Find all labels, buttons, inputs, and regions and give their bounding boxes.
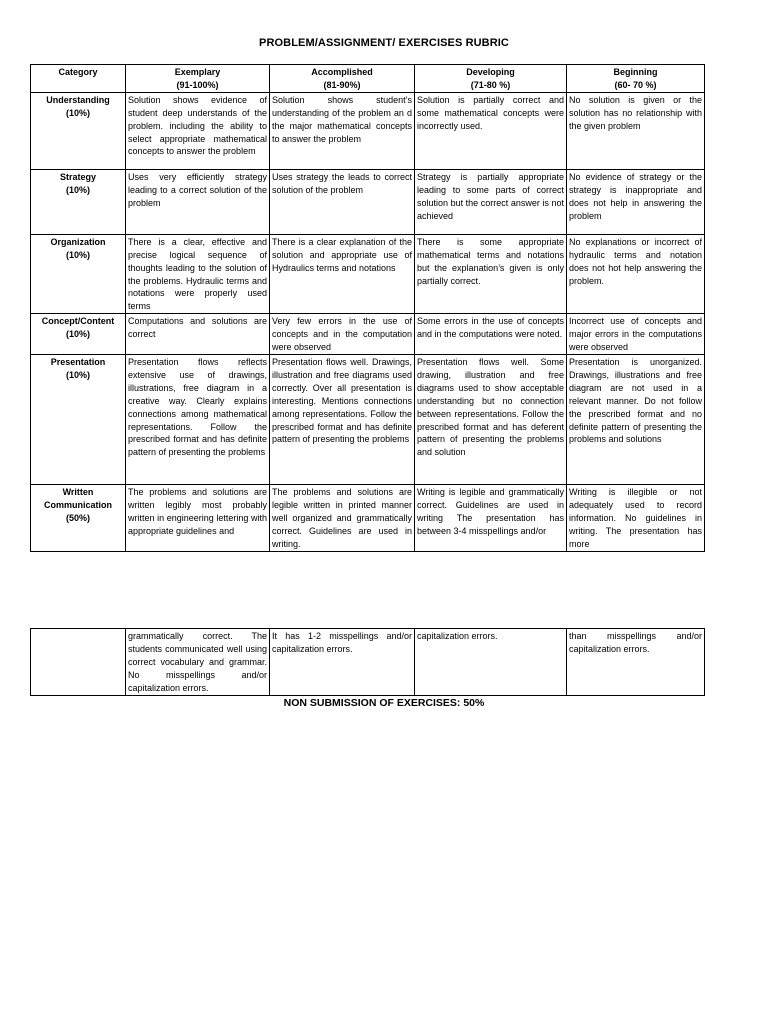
- header-label: Developing: [466, 67, 515, 77]
- developing-cell: There is some appropriate mathematical terms and notations but the explanation’s given is only partially correct.: [415, 234, 567, 313]
- exemplary-cell: The problems and solutions are written legibly most probably written in engineering lettering with appropriate guidelines and: [126, 484, 270, 551]
- category-name: Strategy: [59, 171, 96, 182]
- rubric-table-continuation: [30, 628, 705, 696]
- header-cell: [415, 65, 567, 93]
- developing-cell: Some errors in the use of concepts and in the computations were noted.: [415, 314, 567, 355]
- category-weight: (10%): [65, 249, 90, 260]
- developing-cell: Presentation flows well. Some drawing, illustration and free diagrams used to show acceptable understanding but no connection between representations. Follow the prescribed format and has deferent pattern of presenting the problems and solution: [415, 354, 567, 484]
- header-cell: [126, 65, 270, 93]
- category-weight: (10%): [65, 329, 90, 340]
- exemplary-cell: Computations and solutions are correct: [126, 314, 270, 355]
- developing-cell: Strategy is partially appropriate leading to some parts of correct solution but the correct answer is not achieved: [415, 169, 567, 234]
- beginning-cell: No evidence of strategy or the strategy is inappropriate and does not help in answering the problem: [567, 169, 705, 234]
- header-range: (81-90%): [323, 79, 361, 90]
- header-range: (60- 70 %): [614, 79, 657, 90]
- header-row: [31, 65, 705, 93]
- header-label: Beginning: [613, 67, 658, 77]
- header-range: (91-100%): [176, 79, 219, 90]
- accomplished-cell: Very few errors in the use of concepts and in the computation were observed: [270, 314, 415, 355]
- header-cell: [567, 65, 705, 93]
- beginning-cell: than misspellings and/or capitalization errors.: [567, 629, 705, 696]
- beginning-cell: Incorrect use of concepts and major errors in the computations were observed: [567, 314, 705, 355]
- category-name: Presentation: [50, 356, 106, 367]
- table-row: [31, 234, 705, 313]
- category-cell: [31, 484, 126, 551]
- non-submission-note: NON SUBMISSION OF EXERCISES: 50%: [283, 697, 485, 709]
- accomplished-cell: Uses strategy the leads to correct solution of the problem: [270, 169, 415, 234]
- accomplished-cell: It has 1-2 misspellings and/or capitalization errors.: [270, 629, 415, 696]
- category-weight: (10%): [65, 184, 90, 195]
- accomplished-cell: Presentation flows well. Drawings, illustration and free diagrams used correctly. Over all presentation is interesting. Mentions connections among representations. Follow the prescribed format and has definite pattern of presenting the problems: [270, 354, 415, 484]
- beginning-cell: Writing is illegible or not adequately used to record information. No guidelines in writing. The presentation has more: [567, 484, 705, 551]
- developing-cell: capitalization errors.: [415, 629, 567, 696]
- rubric-table: [30, 64, 705, 552]
- beginning-cell: Presentation is unorganized. Drawings, illustrations and free diagram are not used in a relevant manner. Do not follow the prescribed format and no definite pattern of presenting the problems and solutions: [567, 354, 705, 484]
- category-name: Understanding: [46, 94, 110, 105]
- table-row: [31, 484, 705, 551]
- category-name: Written Communication: [43, 486, 112, 510]
- accomplished-cell: Solution shows student’s understanding of the problem an d the major mathematical concepts to answer the problem: [270, 92, 415, 169]
- table-row-continuation: [31, 629, 705, 696]
- header-cell: [31, 65, 126, 93]
- category-name: Concept/Content: [41, 316, 115, 327]
- category-cell: [31, 314, 126, 355]
- developing-cell: Solution is partially correct and some mathematical concepts were incorrectly used.: [415, 92, 567, 169]
- beginning-cell: No explanations or incorrect of hydraulic terms and notation does not hot help answering the problem.: [567, 234, 705, 313]
- category-weight: (10%): [65, 369, 90, 380]
- category-weight: (50%): [65, 512, 90, 523]
- category-cell: [31, 234, 126, 313]
- header-label: Accomplished: [311, 67, 373, 77]
- table-row: [31, 354, 705, 484]
- document-title: PROBLEM/ASSIGNMENT/ EXERCISES RUBRIC: [259, 37, 509, 49]
- table-row: [31, 92, 705, 169]
- header-range: (71-80 %): [470, 79, 511, 90]
- category-cell: [31, 92, 126, 169]
- exemplary-cell: Presentation flows reflects extensive use of drawings, illustrations, free diagram in a creative way. Clearly explains connections among mathematical representations. Follow the prescribed format and has definite pattern of presenting the problems: [126, 354, 270, 484]
- category-cell: [31, 629, 126, 696]
- beginning-cell: No solution is given or the solution has no relationship with the given problem: [567, 92, 705, 169]
- table-row: [31, 314, 705, 355]
- category-cell: [31, 354, 126, 484]
- header-label: Category: [58, 67, 98, 77]
- developing-cell: Writing is legible and grammatically correct. Guidelines are used in writing The presentation has between 3-4 misspellings and/or: [415, 484, 567, 551]
- table-row: [31, 169, 705, 234]
- exemplary-cell: Solution shows evidence of student deep understands of the problem. including the ability to select appropriate mathematical concepts to answer the problem: [126, 92, 270, 169]
- category-weight: (10%): [65, 107, 90, 118]
- accomplished-cell: There is a clear explanation of the solution and appropriate use of Hydraulics terms and notations: [270, 234, 415, 313]
- category-cell: [31, 169, 126, 234]
- exemplary-cell: grammatically correct. The students communicated well using correct vocabulary and grammar. No misspellings and/or capitalization errors.: [126, 629, 270, 696]
- exemplary-cell: There is a clear, effective and precise logical sequence of thoughts leading to the solution of the problems. Hydraulic terms and notations were properly used terms: [126, 234, 270, 313]
- category-name: Organization: [50, 236, 106, 247]
- header-cell: [270, 65, 415, 93]
- exemplary-cell: Uses very efficiently strategy leading to a correct solution of the problem: [126, 169, 270, 234]
- accomplished-cell: The problems and solutions are legible written in printed manner well organized and grammatically correct. Guidelines are used in writing.: [270, 484, 415, 551]
- header-label: Exemplary: [174, 67, 221, 77]
